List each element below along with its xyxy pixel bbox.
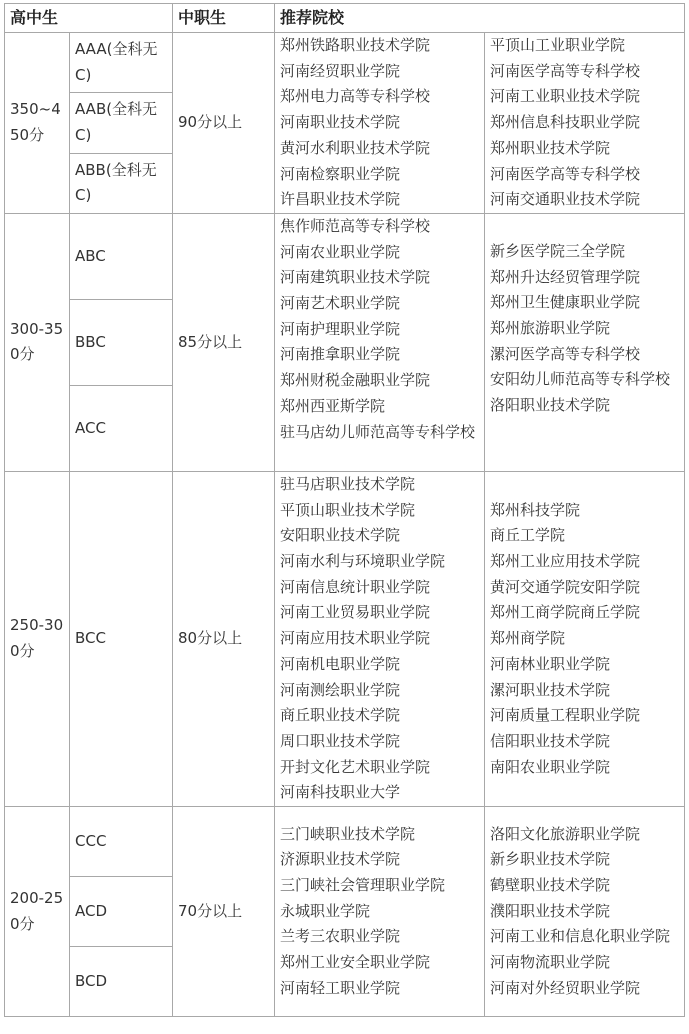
school-list-right bbox=[485, 807, 685, 1017]
school-name: 河南对外经贸职业学院 bbox=[490, 978, 641, 997]
school-name: 河南职业技术学院 bbox=[280, 113, 401, 132]
school-name: 濮阳职业技术学院 bbox=[490, 901, 611, 920]
school-name: 河南医学高等专科学校 bbox=[490, 164, 641, 183]
school-name: 河南护理职业学院 bbox=[280, 319, 401, 338]
score-range: 300-350分 bbox=[5, 213, 70, 471]
school-list-left bbox=[275, 33, 485, 214]
school-name: 郑州铁路职业技术学院 bbox=[280, 36, 431, 54]
grade-combo: ABB(全科无C) bbox=[70, 153, 173, 213]
school-name: 商丘职业技术学院 bbox=[280, 706, 401, 725]
score-range: 200-250分 bbox=[5, 807, 70, 1017]
school-name: 安阳幼儿师范高等专科学校 bbox=[490, 370, 671, 389]
grade-combo: ACD bbox=[70, 877, 173, 947]
school-name: 河南机电职业学院 bbox=[280, 654, 401, 673]
school-name: 洛阳职业技术学院 bbox=[490, 396, 611, 415]
vocational-score: 90分以上 bbox=[173, 33, 275, 214]
school-list-right bbox=[485, 471, 685, 806]
school-name: 周口职业技术学院 bbox=[280, 731, 401, 750]
school-name: 河南科技职业大学 bbox=[280, 783, 401, 802]
school-name: 郑州卫生健康职业学院 bbox=[490, 293, 641, 312]
grade-combo: AAB(全科无C) bbox=[70, 93, 173, 153]
school-name: 河南工业职业技术学院 bbox=[490, 87, 641, 106]
score-range: 250-300分 bbox=[5, 471, 70, 806]
grade-combo: AAA(全科无C) bbox=[70, 33, 173, 93]
school-name: 焦作师范高等专科学校 bbox=[280, 216, 431, 235]
header-schools: 推荐院校 bbox=[275, 4, 685, 33]
school-name: 驻马店职业技术学院 bbox=[280, 474, 416, 493]
school-list-right bbox=[485, 33, 685, 214]
grade-combo: BCD bbox=[70, 947, 173, 1017]
school-name: 河南推拿职业学院 bbox=[280, 345, 401, 364]
school-name: 郑州科技学院 bbox=[490, 500, 581, 519]
school-name: 黄河水利职业技术学院 bbox=[280, 138, 431, 157]
school-list-left bbox=[275, 213, 485, 471]
school-name: 郑州旅游职业学院 bbox=[490, 319, 611, 338]
school-name: 河南艺术职业学院 bbox=[280, 294, 401, 313]
school-name: 河南测绘职业学院 bbox=[280, 680, 401, 699]
table-row bbox=[5, 33, 685, 93]
school-name: 安阳职业技术学院 bbox=[280, 526, 401, 545]
school-name: 信阳职业技术学院 bbox=[490, 731, 611, 750]
school-name: 河南工业贸易职业学院 bbox=[280, 603, 431, 622]
school-name: 河南林业职业学院 bbox=[490, 654, 611, 673]
grade-combo: BBC bbox=[70, 299, 173, 385]
school-name: 郑州工业应用技术学院 bbox=[490, 552, 641, 571]
school-name: 南阳农业职业学院 bbox=[490, 757, 611, 776]
school-name: 河南工业和信息化职业学院 bbox=[490, 927, 671, 946]
school-name: 河南农业职业学院 bbox=[280, 242, 401, 261]
school-name: 平顶山工业职业学院 bbox=[490, 36, 626, 54]
school-name: 河南应用技术职业学院 bbox=[280, 629, 431, 648]
school-list-right bbox=[485, 213, 685, 471]
school-name: 郑州工商学院商丘学院 bbox=[490, 603, 641, 622]
school-name: 漯河职业技术学院 bbox=[490, 680, 611, 699]
school-name: 新乡医学院三全学院 bbox=[490, 241, 626, 260]
school-name: 河南经贸职业学院 bbox=[280, 61, 401, 80]
header-high-school: 高中生 bbox=[5, 4, 173, 33]
school-name: 郑州升达经贸管理学院 bbox=[490, 267, 641, 286]
school-name: 郑州商学院 bbox=[490, 629, 566, 648]
school-name: 河南轻工职业学院 bbox=[280, 978, 401, 997]
score-range: 350~450分 bbox=[5, 33, 70, 214]
school-name: 河南质量工程职业学院 bbox=[490, 706, 641, 725]
grade-combo: ACC bbox=[70, 385, 173, 471]
school-name: 商丘工学院 bbox=[490, 526, 566, 545]
school-name: 郑州职业技术学院 bbox=[490, 138, 611, 157]
school-name: 开封文化艺术职业学院 bbox=[280, 757, 431, 776]
vocational-score: 80分以上 bbox=[173, 471, 275, 806]
school-name: 新乡职业技术学院 bbox=[490, 850, 611, 869]
vocational-score: 70分以上 bbox=[173, 807, 275, 1017]
school-name: 河南水利与环境职业学院 bbox=[280, 552, 446, 571]
school-name: 三门峡职业技术学院 bbox=[280, 824, 416, 843]
school-name: 永城职业学院 bbox=[280, 901, 371, 920]
school-name: 郑州信息科技职业学院 bbox=[490, 113, 641, 132]
school-name: 河南物流职业学院 bbox=[490, 953, 611, 972]
school-name: 河南信息统计职业学院 bbox=[280, 577, 431, 596]
vocational-score: 85分以上 bbox=[173, 213, 275, 471]
school-name: 郑州工业安全职业学院 bbox=[280, 953, 431, 972]
school-name: 驻马店幼儿师范高等专科学校 bbox=[280, 422, 476, 441]
grade-combo: BCC bbox=[70, 471, 173, 806]
school-name: 济源职业技术学院 bbox=[280, 850, 401, 869]
table-row bbox=[5, 807, 685, 877]
header-vocational: 中职生 bbox=[173, 4, 275, 33]
grade-combo: CCC bbox=[70, 807, 173, 877]
school-name: 郑州财税金融职业学院 bbox=[280, 371, 431, 390]
table-row bbox=[5, 471, 685, 806]
school-name: 洛阳文化旅游职业学院 bbox=[490, 824, 641, 843]
school-name: 黄河交通学院安阳学院 bbox=[490, 577, 641, 596]
school-list-left bbox=[275, 471, 485, 806]
header-row bbox=[5, 4, 685, 33]
school-name: 河南交通职业技术学院 bbox=[490, 190, 641, 209]
school-name: 平顶山职业技术学院 bbox=[280, 500, 416, 519]
school-name: 兰考三农职业学院 bbox=[280, 927, 401, 946]
school-name: 河南医学高等专科学校 bbox=[490, 61, 641, 80]
school-name: 郑州电力高等专科学校 bbox=[280, 87, 431, 106]
school-name: 许昌职业技术学院 bbox=[280, 190, 401, 209]
school-name: 漯河医学高等专科学校 bbox=[490, 344, 641, 363]
admission-table bbox=[4, 3, 685, 1017]
school-name: 三门峡社会管理职业学院 bbox=[280, 876, 446, 894]
grade-combo: ABC bbox=[70, 213, 173, 299]
school-list-left bbox=[275, 807, 485, 1017]
table-row bbox=[5, 213, 685, 299]
school-name: 郑州西亚斯学院 bbox=[280, 396, 386, 415]
school-name: 鹤壁职业技术学院 bbox=[490, 876, 611, 894]
school-name: 河南检察职业学院 bbox=[280, 164, 401, 183]
school-name: 河南建筑职业技术学院 bbox=[280, 268, 431, 287]
